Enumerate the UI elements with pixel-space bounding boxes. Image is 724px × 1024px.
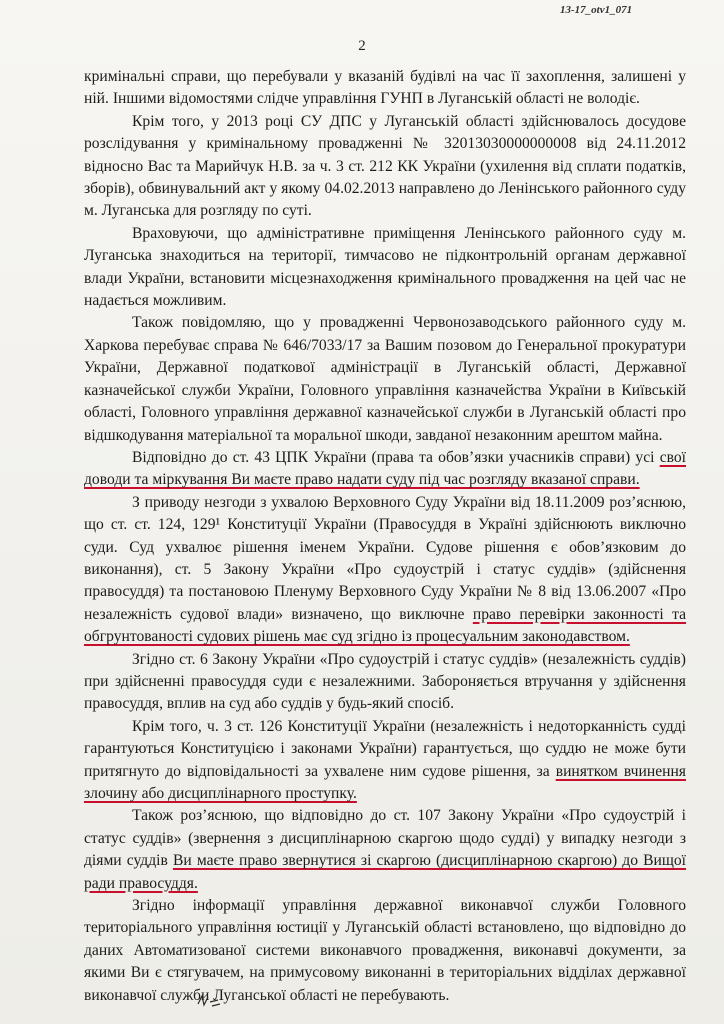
- underlined-passage: право перевірки законності та обгрунтованості судових рішень має суд згідно із процесуальним законодавством.: [84, 605, 687, 646]
- document-body: [84, 66, 686, 1007]
- paragraph-6: [84, 492, 686, 649]
- paragraph-1: кримінальні справи, що перебували у вказаній будівлі на час її захоплення, залишені у ній. Іншими відомостями слідче управління ГУНП в Луганській області не володіє.: [84, 68, 686, 108]
- paragraph-8: [84, 716, 686, 806]
- paragraph-6-text: З приводу незгоди з ухвалою Верховного Суду України від 18.11.2009 роз’яснюю, що ст. ст. 124, 129¹ Конституції України (Правосуддя в Україні здійснюють виключно суди. Суд ухвалює рішення іменем України. Судове рішення є обов’язковим до виконання), ст. 5 Закону України «Про судоустрій і статус суддів» (здійснення правосуддя) та постановою Пленуму Верховного Суду України № 8 від 13.06.2007 «Про незалежність судової влади» визначено, що виключне: [84, 493, 686, 623]
- underlined-passage: Ви маєте право звернутися зі скаргою (дисциплінарною скаргою) до Вищої ради правосуддя.: [84, 852, 687, 892]
- paragraph-10: Згідно інформації управління державної виконавчої служби Головного територіального управління юстиції у Луганській області встановлено, що відповідно до даних Автоматизованої системи виконавчого провадження, виконавчі документи, за якими Ви є стягувачем, на примусовому виконанні в територіальних відділах державної виконавчої служби Луганської області не перебувають.: [84, 897, 686, 1004]
- paragraph-9: [84, 805, 686, 895]
- paragraph-5-text: Відповідно до ст. 43 ЦПК України (права та обов’язки учасників справи) усі: [132, 448, 660, 466]
- paragraph-8-text: Крім того, ч. 3 ст. 126 Конституції України (незалежність і недоторканність судді гарантуються Конституцією і законами України) гарантується, що суддю не може бути притягнуто до відповідальності за ухвалене ним судове рішення, за: [84, 717, 686, 780]
- initials-mark: [196, 992, 222, 1010]
- underlined-passage: винятком вчинення злочину або дисциплінарного проступку.: [84, 762, 686, 802]
- paragraph-2: Крім того, у 2013 році СУ ДПС у Луганській області здійснювалось досудове розслідування у кримінальному провадженні № 32013030000000008 від 24.11.2012 відносно Вас та Марийчук Н.В. за ч. 3 ст. 212 КК України (ухилення від сплати податків, зборів), обвинувальний акт у якому 04.02.2013 направлено до Ленінського районного суду м. Луганська для розгляду по суті.: [84, 112, 686, 220]
- page-number: 2: [358, 38, 366, 54]
- paragraph-4: Також повідомляю, що у провадженні Червонозаводського районного суду м. Харкова перебуває справа № 646/7033/17 за Вашим позовом до Генеральної прокуратури України, Державної податкової адміністрації в Луганській області, Державної казначейської служби України, Головного управління казначейства України в Київській області, Головного управління державної казначейської служби в Луганській області про відшкодування матеріальної та моральної шкоди, завданої незаконним арештом майна.: [84, 314, 686, 444]
- paragraph-7: Згідно ст. 6 Закону України «Про судоустрій і статус суддів» (незалежність суддів) при здійсненні правосуддя суди є незалежними. Забороняється втручання у здійснення правосуддя, вплив на суд або суддів у будь-який спосіб.: [84, 650, 686, 713]
- document-code: 13-17_otv1_071: [560, 4, 633, 16]
- paragraph-3: Враховуючи, що адміністративне приміщення Ленінського районного суду м. Луганська знаходиться на території, тимчасово не підконтрольній органам державної влади України, встановити місцезнаходження кримінального провадження на цей час не надається можливим.: [84, 224, 686, 310]
- underlined-passage: свої доводи та міркування Ви маєте право надати суду під час розгляду вказаної справи.: [84, 448, 686, 489]
- paragraph-9-text: Також роз’яснюю, що відповідно до ст. 107 Закону України «Про судоустрій і статус суддів» (звернення з дисциплінарною скаргою щодо судді) у випадку незгоди з діями суддів: [84, 807, 686, 870]
- paragraph-5: [84, 447, 686, 492]
